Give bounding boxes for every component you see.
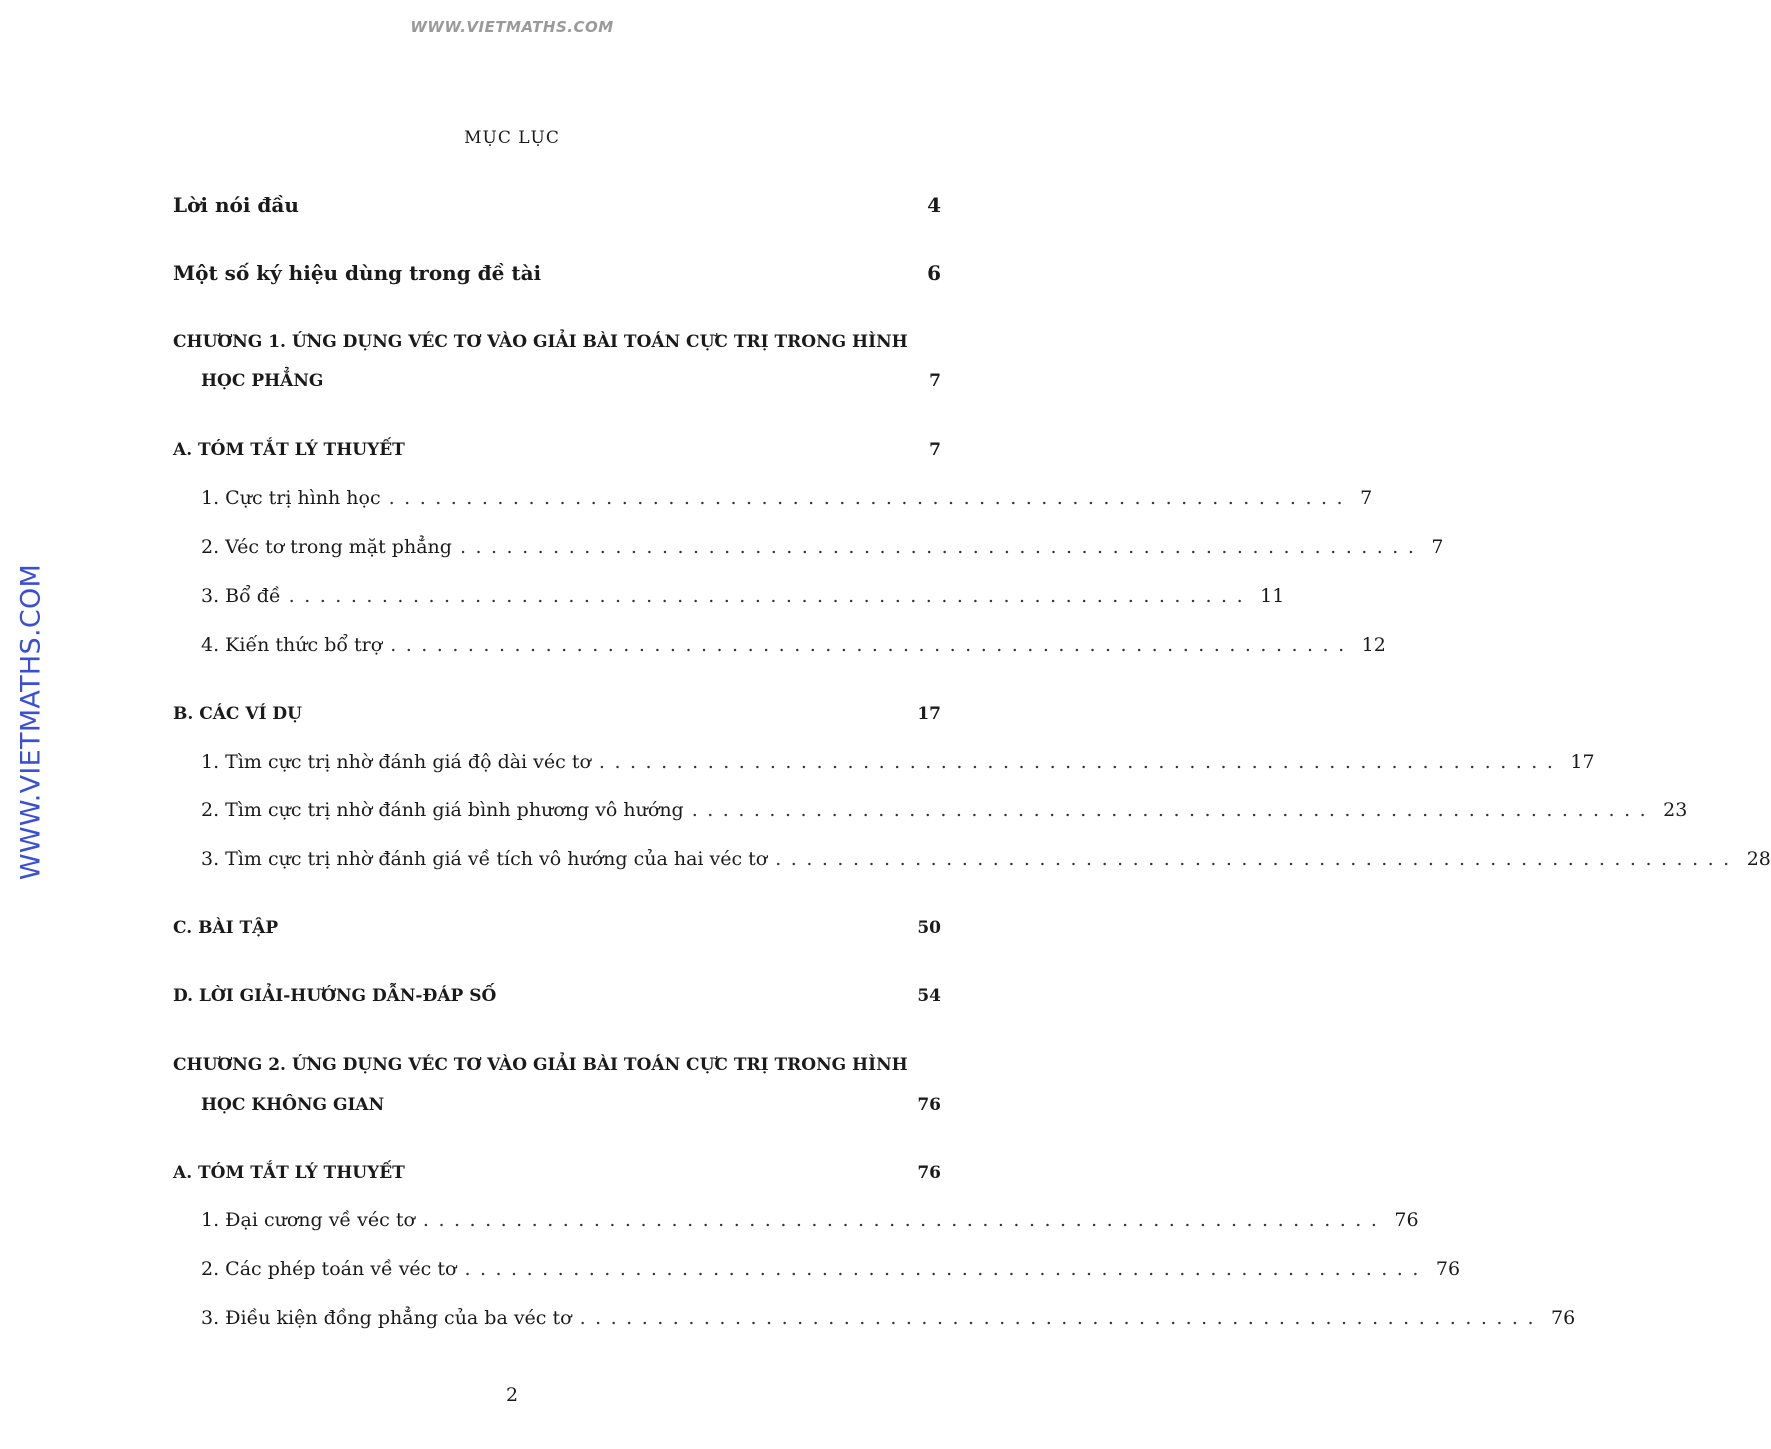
toc-item-label: 3. Bổ đề [201, 585, 281, 607]
chapter-2-title-line1[interactable]: CHƯƠNG 2. ỨNG DỤNG VÉC TƠ VÀO GIẢI BÀI TOÁN CỰC TRỊ TRONG HÌNH [173, 1055, 908, 1075]
toc-item-label: 3. Điều kiện đồng phẳng của ba véc tơ [201, 1307, 572, 1329]
chapter-1-title-line2[interactable] [201, 371, 941, 391]
toc-item-label: 2. Tìm cực trị nhờ đánh giá bình phương vô hướng [201, 799, 684, 821]
toc-section-label: B. CÁC VÍ DỤ [173, 704, 303, 724]
page-number: 2 [505, 1384, 519, 1406]
toc-item[interactable] [201, 848, 1771, 870]
toc-item[interactable] [201, 1209, 1419, 1231]
toc-section-d[interactable] [173, 986, 941, 1006]
toc-section-page: 7 [929, 440, 941, 460]
dot-leader: .............................................................. [422, 1209, 1387, 1231]
toc-item[interactable] [201, 799, 1688, 821]
toc-section-a[interactable] [173, 440, 941, 460]
toc-item-label: 1. Tìm cực trị nhờ đánh giá độ dài véc tơ [201, 751, 591, 773]
toc-item[interactable] [201, 487, 1373, 509]
toc-section-label: D. LỜI GIẢI-HƯỚNG DẪN-ĐÁP SỐ [173, 986, 497, 1006]
chapter-title-label: HỌC PHẲNG [201, 371, 324, 391]
toc-item-page: 76 [1435, 1258, 1461, 1280]
chapter-title-label: HỌC KHÔNG GIAN [201, 1095, 385, 1115]
toc-section-c[interactable] [173, 918, 941, 938]
dot-leader: .............................................................. [459, 536, 1424, 558]
toc-item-page: 11 [1260, 585, 1285, 607]
toc-entry-page: 6 [927, 261, 941, 285]
toc-section-label: C. BÀI TẬP [173, 918, 279, 938]
chapter-2-title-line2[interactable] [201, 1095, 941, 1115]
toc-entry-preface[interactable] [173, 193, 941, 217]
chapter-page: 7 [929, 371, 941, 391]
toc-item[interactable] [201, 1307, 1576, 1329]
toc-item[interactable] [201, 585, 1285, 607]
toc-section-a[interactable] [173, 1163, 941, 1183]
toc-item-page: 12 [1361, 634, 1386, 656]
toc-item-label: 1. Cực trị hình học [201, 487, 381, 509]
dot-leader: .............................................................. [388, 487, 1353, 509]
dot-leader: .............................................................. [464, 1258, 1428, 1280]
toc-item-page: 7 [1431, 536, 1444, 558]
dot-leader: .............................................................. [288, 585, 1253, 607]
toc-section-label: A. TÓM TẮT LÝ THUYẾT [173, 1163, 405, 1183]
toc-item-label: 2. Véc tơ trong mặt phẳng [201, 536, 452, 558]
side-watermark: WWW.VIETMATHS.COM [15, 563, 47, 881]
toc-item-page: 7 [1360, 487, 1373, 509]
toc-item-label: 1. Đại cương về véc tơ [201, 1209, 415, 1231]
dot-leader: .............................................................. [579, 1307, 1544, 1329]
toc-item[interactable] [201, 1258, 1461, 1280]
toc-item[interactable] [201, 634, 1386, 656]
toc-item[interactable] [201, 536, 1444, 558]
toc-item-page: 76 [1551, 1307, 1576, 1329]
chapter-1-title-line1[interactable]: CHƯƠNG 1. ỨNG DỤNG VÉC TƠ VÀO GIẢI BÀI TOÁN CỰC TRỊ TRONG HÌNH [173, 332, 908, 352]
toc-item-label: 4. Kiến thức bổ trợ [201, 634, 383, 656]
dot-leader: .............................................................. [598, 751, 1563, 773]
dot-leader: .............................................................. [691, 799, 1656, 821]
toc-item-label: 3. Tìm cực trị nhờ đánh giá về tích vô hướng của hai véc tơ [201, 848, 768, 870]
toc-item-page: 76 [1394, 1209, 1419, 1231]
toc-entry-page: 4 [927, 193, 941, 217]
top-watermark: WWW.VIETMATHS.COM [410, 18, 614, 36]
toc-item-page: 28 [1746, 848, 1771, 870]
toc-item[interactable] [201, 751, 1595, 773]
toc-section-page: 54 [917, 986, 941, 1006]
toc-section-page: 17 [917, 704, 941, 724]
toc-entry-label: Lời nói đầu [173, 193, 299, 217]
toc-section-label: A. TÓM TẮT LÝ THUYẾT [173, 440, 405, 460]
toc-item-page: 17 [1570, 751, 1595, 773]
toc-entry-notation[interactable] [173, 261, 941, 285]
toc-entry-label: Một số ký hiệu dùng trong đề tài [173, 261, 542, 285]
toc-title: MỤC LỤC [464, 128, 560, 148]
dot-leader: .............................................................. [390, 634, 1354, 656]
dot-leader: .............................................................. [775, 848, 1739, 870]
chapter-page: 76 [917, 1095, 941, 1115]
toc-section-page: 50 [917, 918, 941, 938]
toc-item-label: 2. Các phép toán về véc tơ [201, 1258, 457, 1280]
toc-section-b[interactable] [173, 704, 941, 724]
toc-item-page: 23 [1663, 799, 1688, 821]
toc-section-page: 76 [917, 1163, 941, 1183]
